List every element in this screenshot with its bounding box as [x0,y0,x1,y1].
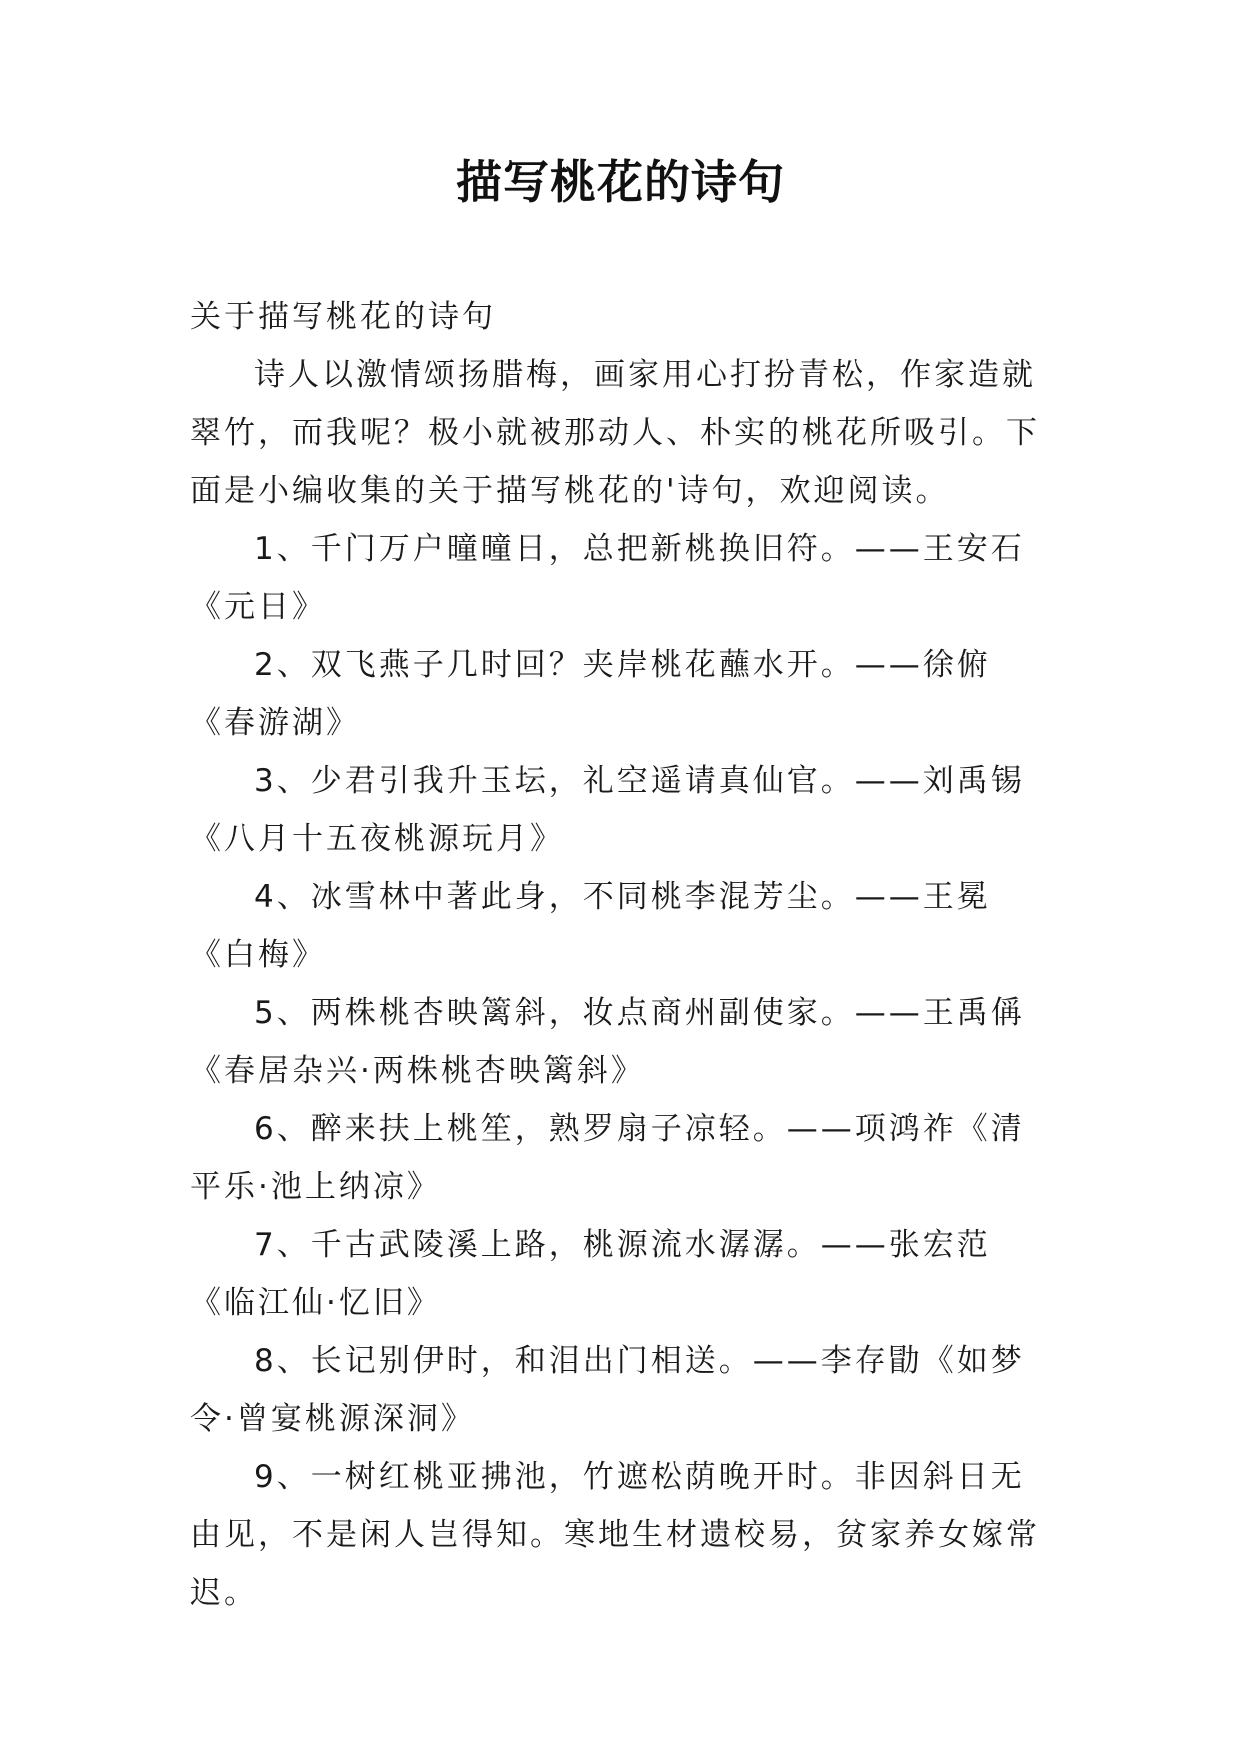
poem-line-8: 8、长记别伊时，和泪出门相送。——李存勖《如梦令·曾宴桃源深洞》 [190,1343,1025,1437]
poem-line-4: 4、冰雪林中著此身，不同桃李混芳尘。——王冕《白梅》 [190,879,991,973]
subtitle-line: 关于描写桃花的诗句 [190,299,496,335]
poem-line-6: 6、醉来扶上桃笙，熟罗扇子凉轻。——项鸿祚《清平乐·池上纳凉》 [190,1111,1025,1205]
document-title: 描写桃花的诗句 [456,155,785,209]
poem-line-7: 7、千古武陵溪上路，桃源流水潺潺。——张宏范《临江仙·忆旧》 [190,1227,991,1321]
document-body [190,288,1052,1622]
poem-line-1: 1、千门万户曈曈日，总把新桃换旧符。——王安石《元日》 [190,531,1025,625]
poem-line-5: 5、两株桃杏映篱斜，妆点商州副使家。——王禹偁《春居杂兴·两株桃杏映篱斜》 [190,995,1025,1089]
intro-paragraph: 诗人以激情颂扬腊梅，画家用心打扮青松，作家造就翠竹，而我呢？极小就被那动人、朴实的桃花所吸引。下面是小编收集的关于描写桃花的'诗句，欢迎阅读。 [190,357,1040,509]
poem-line-2: 2、双飞燕子几时回？夹岸桃花蘸水开。——徐俯《春游湖》 [190,647,991,741]
poem-line-9: 9、一树红桃亚拂池，竹遮松荫晚开时。非因斜日无由见，不是闲人岂得知。寒地生材遗校易，贫家养女嫁常迟。 [190,1459,1040,1611]
poem-line-3: 3、少君引我升玉坛，礼空遥请真仙官。——刘禹锡《八月十五夜桃源玩月》 [190,763,1025,857]
